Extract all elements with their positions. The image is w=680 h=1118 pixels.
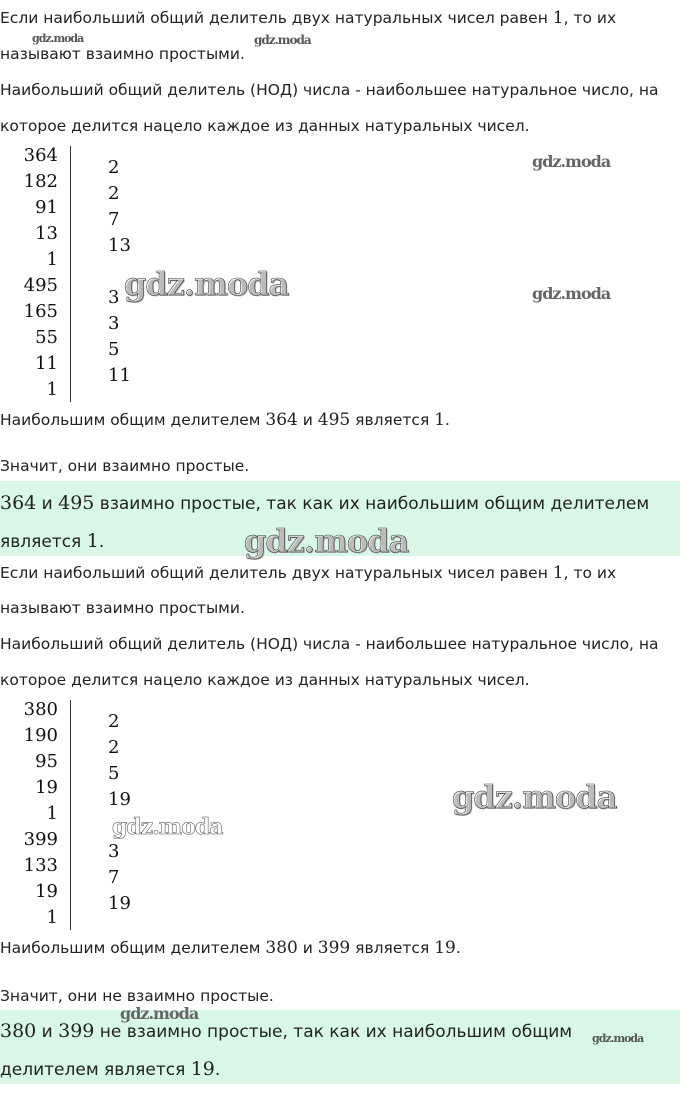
factor-dividend: 399 [23, 829, 58, 850]
intro-line-1 [0, 563, 678, 583]
intro-line-2: называют взаимно простыми. [0, 45, 245, 63]
factor-divisor: 3 [108, 287, 120, 308]
factor-dividend: 55 [35, 327, 58, 348]
factor-divisor: 11 [108, 365, 131, 386]
result-text: и [297, 939, 318, 957]
definition-line-1: Наибольший общий делитель (НОД) числа - наибольшее натуральное число, на [0, 635, 659, 653]
result-text: и [297, 411, 318, 429]
watermark: gdz.moda [244, 522, 409, 560]
factor-divisor: 7 [108, 209, 120, 230]
factor-divisor: 19 [108, 893, 131, 914]
result-number: 495 [317, 410, 351, 430]
result-text: Наибольшим общим делителем [0, 411, 266, 429]
intro-number: 1 [552, 563, 564, 583]
result-line [0, 410, 678, 430]
factor-dividend: 95 [35, 751, 58, 772]
intro-line-2: называют взаимно простыми. [0, 599, 245, 617]
result-text: . [445, 411, 450, 429]
result-number: 399 [317, 938, 351, 958]
factor-divisor: 2 [108, 157, 120, 178]
factor-dividend: 13 [35, 223, 58, 244]
factor-dividend: 1 [46, 803, 58, 824]
factor-dividend: 1 [46, 249, 58, 270]
result-gcd: 19 [434, 938, 456, 958]
factor-divisor: 3 [108, 841, 120, 862]
definition-line-1: Наибольший общий делитель (НОД) числа - наибольшее натуральное число, на [0, 81, 659, 99]
watermark: gdz.moda [532, 152, 611, 171]
intro-line-1 [0, 8, 678, 28]
factor-divisor: 5 [108, 339, 120, 360]
factor-dividend: 19 [35, 881, 58, 902]
answer-number: 495 [58, 492, 95, 514]
result-number: 380 [265, 938, 298, 958]
watermark: gdz.moda [124, 265, 289, 303]
answer-line-2 [0, 1058, 220, 1080]
result-gcd: 1 [434, 410, 446, 430]
intro-text-end: , то их [563, 9, 617, 27]
factor-dividend: 1 [46, 907, 58, 928]
result-text: . [455, 939, 461, 957]
answer-number: 399 [58, 1020, 95, 1042]
result-text: Наибольшим общим делителем [0, 939, 266, 957]
factor-dividend: 91 [35, 197, 58, 218]
factor-dividend: 165 [23, 301, 58, 322]
factor-divisor: 7 [108, 867, 120, 888]
conclusion-line: Значит, они взаимно простые. [0, 457, 250, 475]
factor-dividend: 380 [23, 699, 58, 720]
conclusion-line: Значит, они не взаимно простые. [0, 987, 274, 1005]
watermark: gdz.moda [532, 284, 611, 303]
factor-divisor: 19 [108, 789, 131, 810]
result-text: является [350, 939, 435, 957]
result-text: является [350, 411, 435, 429]
factor-dividend: 133 [23, 855, 58, 876]
definition-line-2: которое делится нацело каждое из данных натуральных чисел. [0, 117, 530, 135]
factor-dividend: 190 [23, 725, 58, 746]
factor-dividend: 19 [35, 777, 58, 798]
factor-divisor: 5 [108, 763, 120, 784]
answer-text: взаимно простые, так как их наибольшим общим делителем [94, 494, 650, 514]
answer-text: и [36, 494, 59, 514]
factor-divisor: 13 [108, 235, 131, 256]
answer-number: 364 [0, 492, 37, 514]
answer-line-2 [0, 530, 104, 552]
result-number: 364 [265, 410, 298, 430]
watermark: gdz.moda [592, 1032, 644, 1045]
intro-number: 1 [552, 8, 564, 28]
intro-text-end: , то их [563, 564, 617, 582]
factor-dividend: 11 [35, 353, 58, 374]
intro-text: Если наибольший общий делитель двух натуральных чисел равен [0, 564, 553, 582]
factor-dividend: 182 [23, 171, 58, 192]
watermark: gdz.moda [452, 778, 617, 816]
factor-dividend: 364 [23, 145, 58, 166]
watermark: gdz.moda [112, 814, 223, 840]
answer-highlight [0, 1010, 680, 1084]
definition-line-2: которое делится нацело каждое из данных натуральных чисел. [0, 671, 530, 689]
answer-number: 380 [0, 1020, 37, 1042]
factor-dividend: 1 [46, 379, 58, 400]
answer-gcd: 1 [86, 530, 99, 552]
answer-text: . [98, 532, 105, 552]
answer-text: и [36, 1022, 59, 1042]
factor-divider-line [70, 700, 71, 930]
result-line [0, 938, 678, 958]
answer-line-1 [0, 1020, 572, 1042]
watermark: gdz.moda [120, 1004, 199, 1023]
factor-dividend: 495 [23, 275, 58, 296]
intro-text: Если наибольший общий делитель двух натуральных чисел равен [0, 9, 553, 27]
answer-text: . [214, 1060, 221, 1080]
answer-text: делителем является [0, 1060, 191, 1080]
watermark: gdz.moda [32, 32, 84, 45]
factor-divisor: 2 [108, 737, 120, 758]
factor-divider-line [70, 146, 71, 402]
answer-gcd: 19 [190, 1058, 215, 1080]
answer-text: является [0, 532, 87, 552]
answer-text: не взаимно простые, так как их наибольшим общим [94, 1022, 573, 1042]
factor-divisor: 2 [108, 711, 120, 732]
factor-divisor: 2 [108, 183, 120, 204]
factor-divisor: 3 [108, 313, 120, 334]
watermark: gdz.moda [254, 33, 311, 47]
answer-line-1 [0, 492, 649, 514]
